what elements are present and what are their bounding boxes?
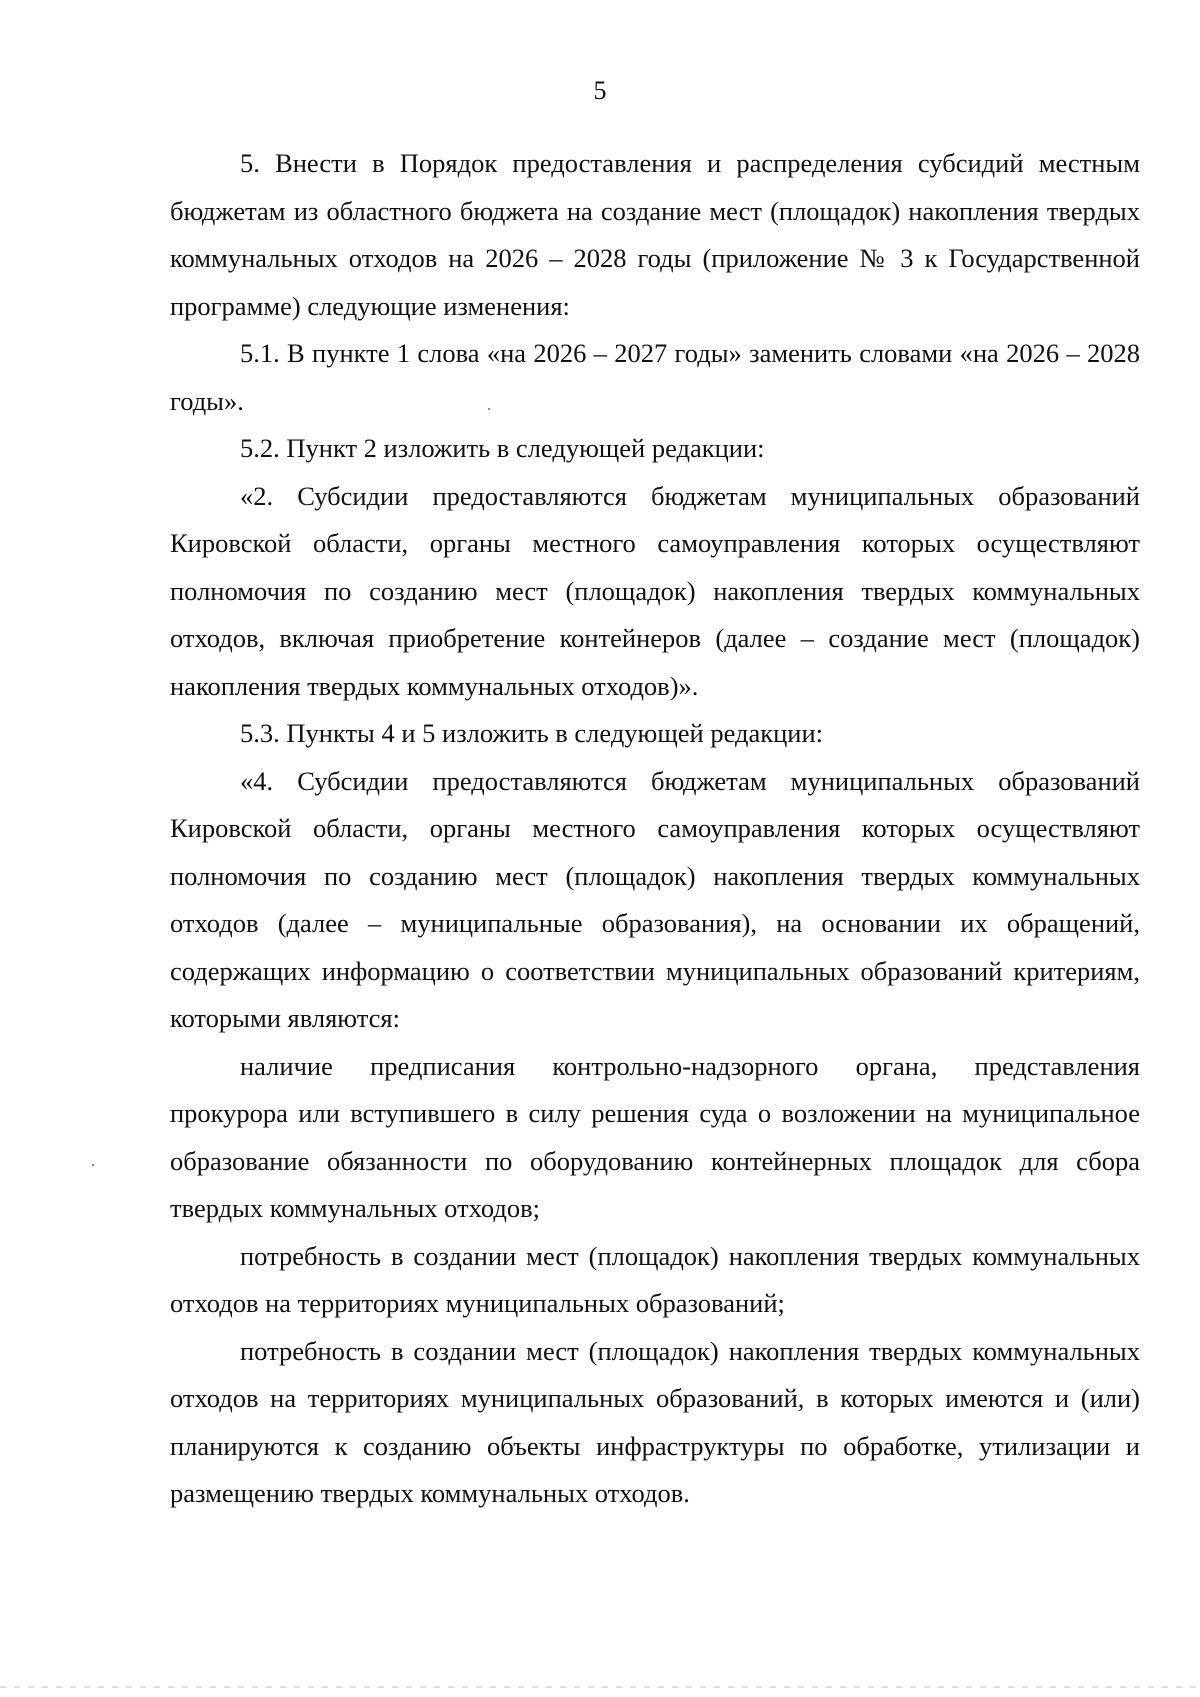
criterion-3: потребность в создании мест (площадок) накопления твердых коммунальных отходов на территориях муниципальных образований, в которых имеются и (или) планируются к созданию объекты инфраструктуры по обработке, утилизации и размещению твердых коммунальных отходов. xyxy=(170,1335,1140,1508)
page-number: 5 xyxy=(593,76,607,105)
scan-speck xyxy=(92,1164,94,1166)
paragraph-5-1: 5.1. В пункте 1 слова «на 2026 – 2027 годы» заменить словами «на 2026 – 2028 годы». xyxy=(170,338,1140,416)
paragraph-5-2: 5.2. Пункт 2 изложить в следующей редакции: xyxy=(240,433,765,463)
criterion-2: потребность в создании мест (площадок) накопления твердых коммунальных отходов на территориях муниципальных образований; xyxy=(170,1240,1140,1318)
criterion-1: наличие предписания контрольно-надзорного органа, представления прокурора или вступившего в силу решения суда о возложении на муниципальное образование обязанности по оборудованию контейнерных площадок для сбора твердых коммунальных отходов; xyxy=(170,1050,1140,1223)
paragraph-5-3: 5.3. Пункты 4 и 5 изложить в следующей редакции: xyxy=(240,718,824,748)
paragraph-quoted-4: «4. Субсидии предоставляются бюджетам муниципальных образований Кировской области, органы местного самоуправления которых осуществляют полномочия по созданию мест (площадок) накопления твердых коммунальных отходов (далее – муниципальные образования), на основании их обращений, содержащих информацию о соответствии муниципальных образований критериям, которыми являются: xyxy=(170,765,1140,1033)
scan-speck xyxy=(488,408,490,410)
paragraph-5: 5. Внести в Порядок предоставления и распределения субсидий местным бюджетам из областного бюджета на создание мест (площадок) накопления твердых коммунальных отходов на 2026 – 2028 годы (приложение № 3 к Государственной программе) следующие изменения: xyxy=(170,148,1140,321)
paragraph-quoted-2: «2. Субсидии предоставляются бюджетам муниципальных образований Кировской области, органы местного самоуправления которых осуществляют полномочия по созданию мест (площадок) накопления твердых коммунальных отходов, включая приобретение контейнеров (далее – создание мест (площадок) накопления твердых коммунальных отходов)». xyxy=(170,480,1140,701)
document-body xyxy=(170,140,1140,1518)
scan-edge-artifact xyxy=(0,1686,1200,1688)
